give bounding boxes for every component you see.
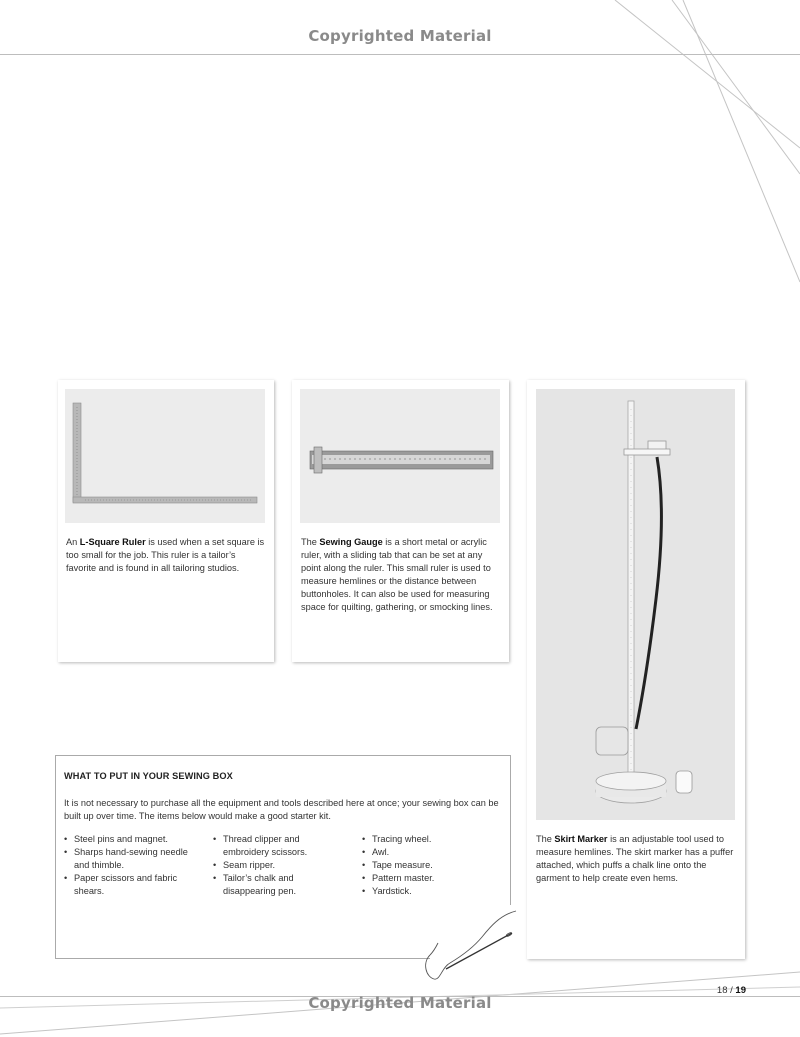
footer-copyright: Copyrighted Material bbox=[308, 994, 492, 1012]
sewing-box-intro: It is not necessary to purchase all the equipment and tools described here at once; your sewing box can be built up over time. The items below would make a good starter kit. bbox=[64, 798, 499, 821]
header-rule bbox=[0, 54, 800, 55]
caption-prefix: An bbox=[66, 537, 80, 547]
list-item: • Sharps hand-sewing needle and thimble. bbox=[64, 846, 194, 872]
sewing-box-column-1 bbox=[64, 833, 194, 898]
list-item: • Paper scissors and fabric shears. bbox=[64, 872, 194, 898]
list-item: • Steel pins and magnet. bbox=[64, 833, 194, 846]
page-left: 18 bbox=[716, 985, 728, 996]
caption-prefix: The bbox=[536, 834, 555, 844]
needle-thread-icon bbox=[420, 905, 520, 987]
list-item: • Pattern master. bbox=[362, 872, 492, 885]
sewing-box-column-2 bbox=[213, 833, 343, 898]
caption-text: is a short metal or acrylic ruler, with a sliding tab that can be set at any point along the ruler. This small ruler is used to measure hemlines or the distance between buttonholes. It can also be used for measuring space for quilting, gathering, or smocking lines. bbox=[301, 537, 493, 612]
page-numbers bbox=[717, 985, 746, 996]
caption-term: Skirt Marker bbox=[554, 834, 608, 844]
caption-term: L-Square Ruler bbox=[79, 537, 146, 547]
caption-text: is an adjustable tool used to measure hemlines. The skirt marker has a puffer attached, which puffs a chalk line onto the garment to help create even hems. bbox=[536, 834, 734, 883]
list-item: • Thread clipper and embroidery scissors. bbox=[213, 833, 343, 859]
sewing-gauge-caption bbox=[301, 536, 503, 613]
sewing-gauge-photo bbox=[300, 389, 500, 523]
page-separator: / bbox=[727, 985, 736, 996]
header-copyright: Copyrighted Material bbox=[308, 27, 492, 45]
list-item: • Awl. bbox=[362, 846, 492, 859]
l-square-ruler-caption bbox=[66, 536, 268, 575]
list-item: • Tracing wheel. bbox=[362, 833, 492, 846]
page-right: 19 bbox=[735, 985, 746, 996]
sewing-box-column-3 bbox=[362, 833, 492, 898]
caption-prefix: The bbox=[301, 537, 320, 547]
sewing-box-title: WHAT TO PUT IN YOUR SEWING BOX bbox=[64, 771, 233, 781]
sewing-gauge-icon bbox=[300, 389, 500, 523]
list-item: • Tailor’s chalk and disappearing pen. bbox=[213, 872, 343, 898]
l-square-ruler-icon bbox=[65, 389, 265, 523]
caption-term: Sewing Gauge bbox=[319, 537, 383, 547]
skirt-marker-photo bbox=[536, 389, 735, 820]
l-square-ruler-photo bbox=[65, 389, 265, 523]
list-item: • Seam ripper. bbox=[213, 859, 343, 872]
caption-text: is used when a set square is too small for the job. This ruler is a tailor’s favorite and is found in all tailoring studios. bbox=[66, 537, 265, 573]
list-item: • Tape measure. bbox=[362, 859, 492, 872]
skirt-marker-icon bbox=[536, 389, 735, 820]
list-item: • Yardstick. bbox=[362, 885, 492, 898]
skirt-marker-caption bbox=[536, 833, 738, 885]
